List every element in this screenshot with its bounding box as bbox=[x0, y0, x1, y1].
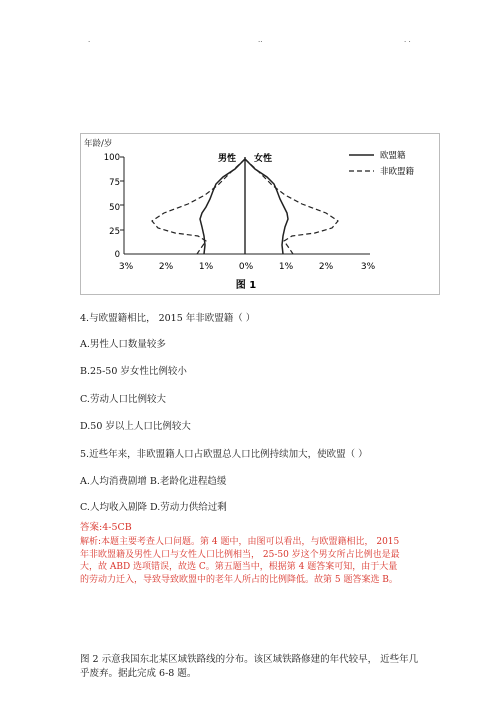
non-eu-female-curve bbox=[245, 159, 338, 254]
header-mark-right: . . bbox=[404, 36, 411, 44]
eu-female-curve bbox=[245, 159, 288, 254]
paragraph-line: 图 2 示意我国东北某区域铁路线的分布。该区域铁路修建的年代较早， 近些年几 bbox=[80, 654, 419, 665]
y-tick-25: 25 bbox=[109, 227, 120, 237]
legend-non-eu-label: 非欧盟籍 bbox=[380, 167, 415, 177]
figure-caption: 图 1 bbox=[235, 280, 257, 291]
question-4-option-c: C.劳动人口比例较大 bbox=[80, 394, 166, 405]
explanation-line: 解析:本题主要考查人口问题。第 4 题中，由图可以看出，与欧盟籍相比， 2015 bbox=[80, 537, 400, 547]
header-mark-center: .. bbox=[258, 36, 263, 44]
x-tick-right-2: 2% bbox=[318, 262, 334, 272]
question-5-options-cd: C.人均收入剧降 D.劳动力供给过剩 bbox=[80, 502, 227, 513]
header-mark-left: . bbox=[88, 36, 91, 44]
question-4-option-d: D.50 岁以上人口比例较大 bbox=[80, 421, 191, 432]
x-tick-left-3: 3% bbox=[118, 262, 134, 272]
question-5-stem: 5.近些年来，非欧盟籍人口占欧盟总人口比例持续加大，使欧盟（ ） bbox=[80, 449, 368, 460]
population-pyramid-figure bbox=[80, 133, 440, 295]
y-tick-50: 50 bbox=[109, 203, 120, 213]
x-tick-left-2: 2% bbox=[158, 262, 174, 272]
female-label: 女性 bbox=[254, 154, 273, 164]
x-tick-right-1: 1% bbox=[278, 262, 294, 272]
explanation-line: 大，故 ABD 选项错误，故选 C。第五题当中，根据第 4 题答案可知，由于大量 bbox=[80, 562, 398, 572]
paragraph-line: 乎废弃。据此完成 6-8 题。 bbox=[80, 668, 197, 679]
x-tick-right-3: 3% bbox=[360, 262, 376, 272]
explanation-line: 的劳动力迁入，导致导致欧盟中的老年人所占的比例降低。故第 5 题答案选 B。 bbox=[80, 574, 398, 585]
question-4-stem: 4.与欧盟籍相比， 2015 年非欧盟籍（ ） bbox=[80, 313, 256, 324]
legend-eu-label: 欧盟籍 bbox=[380, 151, 406, 161]
answer-line: 答案:4-5CB bbox=[80, 522, 132, 533]
explanation-line: 年非欧盟籍及男性人口与女性人口比例相当， 25-50 岁这个男女所占比例也是最 bbox=[80, 549, 400, 560]
male-label: 男性 bbox=[217, 154, 236, 164]
question-4-option-b: B.25-50 岁女性比例较小 bbox=[80, 366, 187, 377]
question-5-options-ab: A.人均消费剧增 B.老龄化进程趋缓 bbox=[80, 476, 227, 487]
y-tick-75: 75 bbox=[109, 178, 120, 188]
y-axis-label: 年龄/岁 bbox=[84, 139, 113, 149]
eu-male-curve bbox=[200, 159, 245, 254]
question-4-option-a: A.男性人口数量较多 bbox=[80, 339, 166, 350]
y-tick-0: 0 bbox=[114, 250, 120, 260]
x-tick-left-1: 1% bbox=[198, 262, 214, 272]
explanation-block bbox=[80, 536, 425, 586]
intro-paragraph bbox=[80, 653, 425, 681]
x-tick-zero: 0% bbox=[238, 262, 254, 272]
non-eu-male-curve bbox=[152, 159, 245, 254]
y-tick-100: 100 bbox=[103, 153, 120, 163]
